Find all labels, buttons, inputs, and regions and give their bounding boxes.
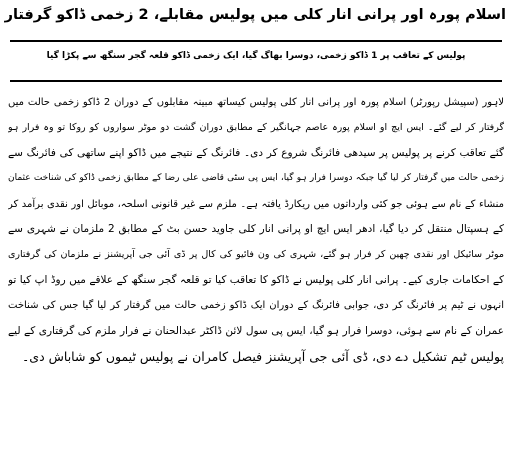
- article-line: گرفتار کر لیے گئے۔ ایس ایچ او اسلام پورہ عاصم جہانگیر کے مطابق دوران گشت دو موٹر سواروں کو روکا تو وہ فرار ہو: [8, 122, 504, 134]
- article-line: کے احکامات جاری کیے۔ پرانی انار کلی پولیس نے ڈاکو کا تعاقب کیا تو قلعہ گجر سنگھ کے علاقے میں روڈ اپ کیا تو: [8, 273, 504, 286]
- article-line: انہوں نے ٹیم پر فائرنگ کر دی، جوابی فائرنگ کے دوران ایک ڈاکو زخمی حالت میں گرفتار کر لیا گیا جس کی شناخت: [8, 300, 504, 312]
- subheadline: پولیس کے تعاقب پر 1 ڈاکو زخمی، دوسرا بھاگ گیا، ایک زخمی ڈاکو قلعہ گجر سنگھ سے پکڑا گیا: [46, 51, 466, 61]
- article-line: زخمی حالت میں گرفتار کر لیا گیا جبکہ دوسرا فرار ہو گیا، ایس پی سٹی قاضی علی رضا کے مطابق زخمی ڈاکو کی شناخت عثمان: [8, 173, 504, 184]
- article-line: پولیس ٹیم تشکیل دے دی، ڈی آئی جی آپریشنز فیصل کامران نے پولیس ٹیموں کو شاباش دی۔: [21, 348, 504, 364]
- article-line: موٹر سائیکل اور نقدی چھین کر فرار ہو گئے، شہری کی ون فائیو کی کال پر ڈی آئی جی آپریشنز نے ملزمان کی گرفتاری: [8, 249, 504, 261]
- article-line: عمران کے نام سے ہوئی، دوسرا فرار ہو گیا، ایس پی سول لائن ڈاکٹر عبدالحنان نے فرار ملزم کی گرفتاری کے لیے: [8, 324, 504, 337]
- headline: اسلام پورہ اور پرانی انار کلی میں پولیس مقابلے، 2 زخمی ڈاکو گرفتار: [4, 7, 506, 23]
- article-line: گئے تعاقب کرنے پر پولیس پر سیدھی فائرنگ شروع کر دی۔ فائرنگ کے نتیجے میں ڈاکو اپنے ساتھی کی فائرنگ سے: [8, 146, 504, 159]
- article-line: منشاء کے نام سے ہوئی جو کئی وارداتوں میں ریکارڈ یافتہ ہے۔ ملزم سے غیر قانونی اسلحہ، موبائل اور نقدی برآمد کر: [8, 198, 504, 210]
- article-line: کے ہسپتال منتقل کر دیا گیا، ادھر ایس ایچ او پرانی انار کلی جاوید حسن بٹ کے مطابق 2 ملزمان نے شہری سے: [8, 222, 504, 235]
- headline-divider-bottom: [10, 80, 502, 82]
- headline-divider-top: [10, 40, 502, 42]
- article-body: [8, 90, 504, 369]
- article-line: لاہور (سپیشل رپورٹر) اسلام پورہ اور پرانی انار کلی پولیس کیساتھ مبینہ مقابلوں کے دوران 2 ڈاکو زخمی حالت میں: [8, 97, 504, 108]
